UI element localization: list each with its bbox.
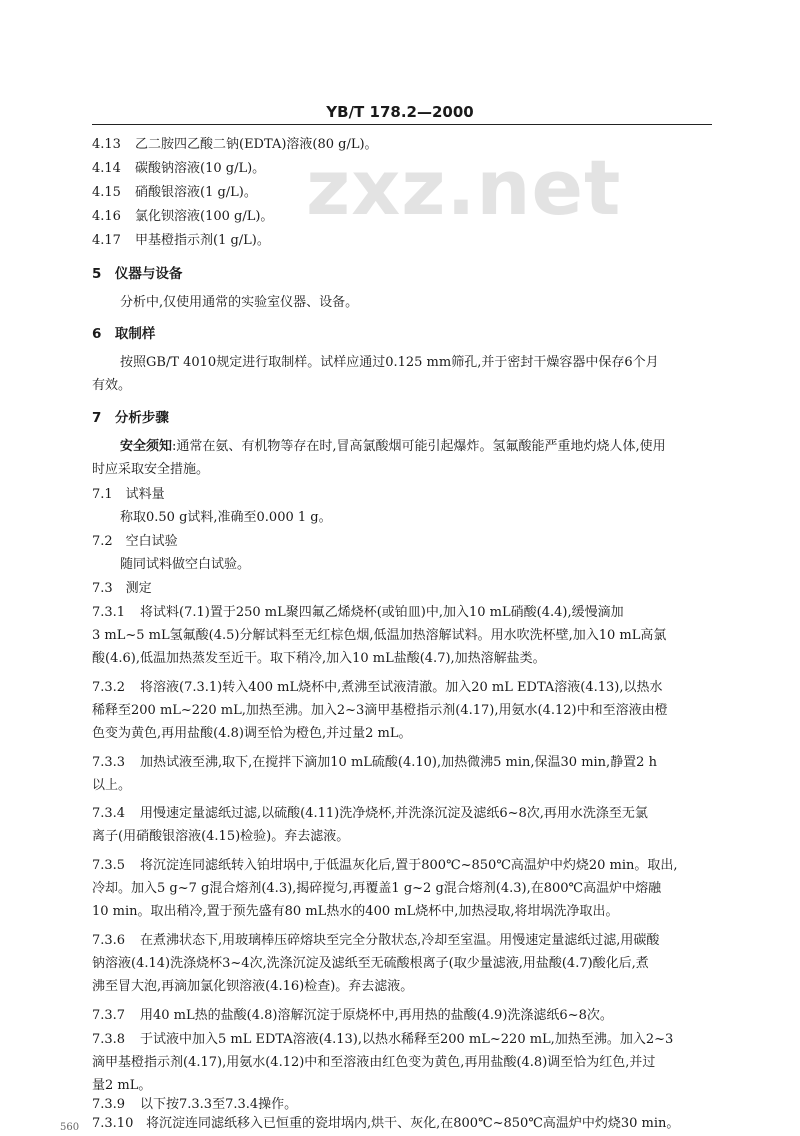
step-7-3-4-line1: 用慢速定量滤纸过滤,以硫酸(4.11)洗净烧杯,并洗涤沉淀及滤纸6~8次,再用水洗涤至无氯 [140, 806, 648, 821]
section-6-line1: 按照GB/T 4010规定进行取制样。试样应通过0.125 mm筛孔,并于密封干燥容器中保存6个月 [120, 355, 659, 370]
step-7-3-8-line1: 于试液中加入5 mL EDTA溶液(4.13),以热水稀释至200 mL~220 mL,加热至沸。加入2~3 [140, 1032, 674, 1047]
step-7-3-9-line1: 以下按7.3.3至7.3.4操作。 [140, 1097, 298, 1112]
step-7-3-1-number: 7.3.1 [92, 605, 126, 620]
step-7-3-9-number: 7.3.9 [92, 1097, 126, 1112]
section-6-title: 6 取制样 [92, 326, 156, 342]
step-7-3-4-line2: 离子(用硝酸银溶液(4.15)检验)。弃去滤液。 [92, 829, 350, 844]
step-7-3-3-line2: 以上。 [92, 778, 132, 793]
step-7-3-5-line1: 将沉淀连同滤纸转入铂坩埚中,于低温灰化后,置于800℃~850℃高温炉中灼烧20 min。取出, [140, 858, 678, 873]
step-7-3-7-number: 7.3.7 [92, 1008, 126, 1023]
step-7-3-6-line3: 沸至冒大泡,再滴加氯化钡溶液(4.16)检查)。弃去滤液。 [92, 979, 414, 994]
step-7-3-6-line1: 在煮沸状态下,用玻璃棒压碎熔块至完全分散状态,冷却至室温。用慢速定量滤纸过滤,用碳酸 [140, 933, 660, 948]
step-7-3-3-number: 7.3.3 [92, 755, 126, 770]
subsection-7-1-body: 称取0.50 g试料,准确至0.000 1 g。 [120, 510, 332, 525]
safety-label: 安全须知 [120, 439, 173, 454]
step-7-3-1-line3: 酸(4.6),低温加热蒸发至近干。取下稍冷,加入10 mL盐酸(4.7),加热溶解盐类。 [92, 651, 546, 666]
step-7-3-5-line2: 冷却。加入5 g~7 g混合熔剂(4.3),揭碎搅匀,再覆盖1 g~2 g混合熔剂(4.3),在800℃高温炉中熔融 [92, 881, 662, 896]
step-7-3-8-line2: 滴甲基橙指示剂(4.17),用氨水(4.12)中和至溶液由红色变为黄色,再用盐酸(4.8)调至恰为红色,并过 [92, 1055, 656, 1070]
step-7-3-3-line1: 加热试液至沸,取下,在搅拌下滴加10 mL硫酸(4.10),加热微沸5 min,保温30 min,静置2 h [140, 755, 657, 770]
step-7-3-2-line3: 色变为黄色,再用盐酸(4.8)调至恰为橙色,并过量2 mL。 [92, 726, 412, 741]
section-6-line2: 有效。 [92, 378, 132, 393]
subsection-7-2-body: 随同试料做空白试验。 [120, 557, 251, 572]
step-7-3-7-line1: 用40 mL热的盐酸(4.8)溶解沉淀于原烧杯中,再用热的盐酸(4.9)洗涤滤纸6~8次。 [140, 1008, 613, 1023]
subsection-7-1-title: 7.1 试料量 [92, 487, 165, 502]
header-rule [92, 124, 712, 125]
step-7-3-8-number: 7.3.8 [92, 1032, 126, 1047]
step-7-3-6-number: 7.3.6 [92, 933, 126, 948]
step-7-3-10-number: 7.3.10 [92, 1116, 134, 1131]
safety-note-line2: 时应采取安全措施。 [92, 462, 210, 477]
subsection-7-3-title: 7.3 测定 [92, 581, 152, 596]
page-header: YB/T 178.2—2000 [326, 103, 474, 121]
step-7-3-6-line2: 钠溶液(4.14)洗涤烧杯3~4次,洗涤沉淀及滤纸至无硫酸根离子(取少量滤液,用盐酸(4.7)酸化后,煮 [92, 956, 649, 971]
step-7-3-1-line1: 将试料(7.1)置于250 mL聚四氟乙烯烧杯(或铂皿)中,加入10 mL硝酸(4.4),缓慢滴加 [140, 605, 624, 620]
step-7-3-4-number: 7.3.4 [92, 806, 126, 821]
safety-note-line1: 安全须知:通常在氨、有机物等存在时,冒高氯酸烟可能引起爆炸。氢氟酸能严重地灼烧人体,使用 [120, 439, 666, 454]
section-7-title: 7 分析步骤 [92, 410, 169, 426]
step-7-3-2-line1: 将溶液(7.3.1)转入400 mL烧杯中,煮沸至试液清澈。加入20 mL EDTA溶液(4.13),以热水 [140, 680, 663, 695]
step-7-3-5-line3: 10 min。取出稍冷,置于预先盛有80 mL热水的400 mL烧杯中,加热浸取,将坩埚洗净取出。 [92, 904, 619, 919]
section-5-body: 分析中,仅使用通常的实验室仪器、设备。 [120, 295, 359, 310]
page-number: 560 [60, 1122, 80, 1133]
watermark: zxz.net [306, 143, 622, 232]
section-5-title: 5 仪器与设备 [92, 266, 183, 282]
step-7-3-2-number: 7.3.2 [92, 680, 126, 695]
step-7-3-1-line2: 3 mL~5 mL氢氟酸(4.5)分解试料至无红棕色烟,低温加热溶解试料。用水吹洗杯壁,加入10 mL高氯 [92, 628, 667, 643]
step-7-3-10-line1: 将沉淀连同滤纸移入已恒重的瓷坩埚内,烘干、灰化,在800℃~850℃高温炉中灼烧30 min。 [146, 1116, 680, 1131]
step-7-3-5-number: 7.3.5 [92, 858, 126, 873]
step-7-3-8-line3: 量2 mL。 [92, 1078, 152, 1093]
subsection-7-2-title: 7.2 空白试验 [92, 534, 178, 549]
step-7-3-2-line2: 稀释至200 mL~220 mL,加热至沸。加入2~3滴甲基橙指示剂(4.17),用氨水(4.12)中和至溶液由橙 [92, 703, 668, 718]
